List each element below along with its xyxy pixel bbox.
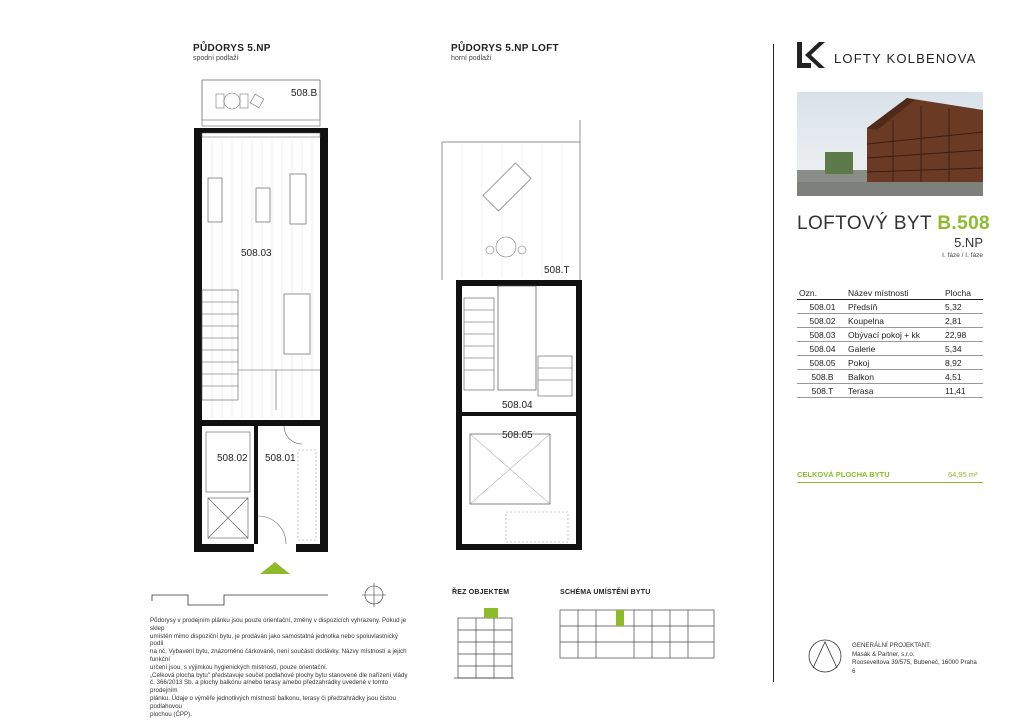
cell-code: 508.02 bbox=[797, 314, 846, 328]
apartment-floor: 5.NP bbox=[954, 235, 983, 250]
projektant-logo-icon bbox=[805, 636, 845, 676]
table-row bbox=[797, 370, 983, 384]
cell-code: 508.03 bbox=[797, 328, 846, 342]
cell-area: 4,51 bbox=[943, 370, 983, 384]
plan-upper-subtitle: horní podlaží bbox=[451, 55, 492, 62]
note-line: „Celková plocha bytu" představuje součet podlahové plochy bytu stanovené dle nařízení vlády bbox=[150, 671, 408, 679]
disclaimer-notes bbox=[150, 617, 410, 718]
cell-area: 5,34 bbox=[943, 342, 983, 356]
note-line: plochou (ČPP). bbox=[150, 710, 192, 718]
apartment-title bbox=[797, 213, 990, 235]
cell-area: 11,41 bbox=[943, 384, 983, 398]
total-area-label: CELKOVÁ PLOCHA BYTU bbox=[797, 470, 890, 479]
apartment-code: B.508 bbox=[937, 213, 991, 234]
rooms-table bbox=[797, 288, 983, 398]
table-row bbox=[797, 342, 983, 356]
building-photo bbox=[797, 92, 983, 196]
projektant-company: Masák & Partner, s.r.o. bbox=[852, 650, 915, 658]
cell-code: 508.B bbox=[797, 370, 846, 384]
plan-lower-title: PŮDORYS 5.NP bbox=[193, 43, 271, 54]
cell-name: Obývací pokoj + kk bbox=[846, 328, 943, 342]
note-line: č. 366/2013 Sb. a plochy balkónu a/nebo terasy a/nebo předzahrádky uvedené v tomto prodejním bbox=[150, 679, 389, 695]
scale-bar bbox=[148, 583, 393, 611]
cell-name: Pokoj bbox=[846, 356, 943, 370]
cell-code: 508.01 bbox=[797, 300, 846, 314]
rooms-table-header bbox=[797, 288, 983, 300]
note-line: Půdorysy v prodejním plánku jsou pouze orientační, změny v dispozicích vyhrazeny. Pokud je sklep bbox=[150, 617, 407, 632]
apartment-highlight-section bbox=[484, 608, 498, 618]
table-row bbox=[797, 314, 983, 328]
location-schema-diagram bbox=[558, 604, 718, 664]
cell-name: Terasa bbox=[846, 384, 943, 398]
schema-title: SCHÉMA UMÍSTĚNÍ BYTU bbox=[560, 589, 651, 596]
header-ozn: Ozn. bbox=[797, 288, 846, 300]
entrance-arrow-icon bbox=[260, 562, 290, 574]
cell-name: Koupelna bbox=[846, 314, 943, 328]
cell-code: 508.04 bbox=[797, 342, 846, 356]
apartment-highlight-schema bbox=[616, 610, 624, 626]
table-row bbox=[797, 300, 983, 314]
projektant-label: GENERÁLNÍ PROJEKTANT: bbox=[852, 642, 931, 649]
room-label-508-03: 508.03 bbox=[241, 248, 272, 259]
building-section-diagram bbox=[448, 604, 520, 684]
cell-name: Balkon bbox=[846, 370, 943, 384]
cell-code: 508.05 bbox=[797, 356, 846, 370]
brand-name: LOFTY KOLBENOVA bbox=[834, 51, 977, 66]
header-plocha: Plocha bbox=[943, 288, 983, 300]
note-line: plánku. Údaje o výměře jednotlivých místností balkonu, terasy či předzahrádky jsou čistou podlahovou bbox=[150, 694, 396, 710]
room-label-508-02: 508.02 bbox=[217, 453, 248, 464]
room-label-508-t: 508.T bbox=[544, 265, 570, 276]
note-line: umístěn mimo dispoziční bytu, je prodáván jako samostatná jednotka nebo spoluvlastnický podíl bbox=[150, 632, 398, 648]
room-label-508-01: 508.01 bbox=[265, 453, 296, 464]
total-area-number: 64,95 bbox=[948, 470, 967, 479]
table-row bbox=[797, 384, 983, 398]
total-underline bbox=[797, 482, 983, 483]
projektant-block bbox=[852, 642, 982, 676]
cell-area: 8,92 bbox=[943, 356, 983, 370]
lk-logo-icon bbox=[797, 42, 825, 68]
cell-area: 5,32 bbox=[943, 300, 983, 314]
room-label-508-b: 508.B bbox=[291, 88, 318, 99]
cell-area: 2,81 bbox=[943, 314, 983, 328]
plan-upper-title: PŮDORYS 5.NP LOFT bbox=[451, 43, 559, 54]
room-label-508-04: 508.04 bbox=[502, 400, 533, 411]
projektant-address: Rooseveltova 39/575, Bubeneč, 16000 Praha 6 bbox=[852, 659, 977, 675]
note-line: na nč. Vybavení bytu, znázorněno čárkovaně, není součástí dodávky. Názvy místností a jejich funkční bbox=[150, 648, 407, 663]
room-label-508-05: 508.05 bbox=[502, 430, 533, 441]
total-area-value bbox=[948, 470, 978, 479]
total-area-unit: m² bbox=[968, 470, 978, 479]
floor-plan-lower bbox=[180, 70, 350, 590]
panel-divider bbox=[773, 44, 774, 682]
floor-plan-upper bbox=[440, 120, 600, 560]
section-title: ŘEZ OBJEKTEM bbox=[452, 589, 510, 596]
apartment-phase: I. fáze / I. fáze bbox=[942, 252, 983, 259]
header-nazev: Název místnosti bbox=[846, 288, 943, 300]
plan-lower-subtitle: spodní podlaží bbox=[193, 55, 239, 62]
note-line: určení jsou, s výjimkou hygienických místností, pouze orientační. bbox=[150, 663, 328, 671]
cell-area: 22,98 bbox=[943, 328, 983, 342]
cell-code: 508.T bbox=[797, 384, 846, 398]
table-row bbox=[797, 356, 983, 370]
table-row bbox=[797, 328, 983, 342]
apartment-title-prefix: LOFTOVÝ BYT bbox=[797, 213, 938, 234]
cell-name: Předsíň bbox=[846, 300, 943, 314]
cell-name: Galerie bbox=[846, 342, 943, 356]
